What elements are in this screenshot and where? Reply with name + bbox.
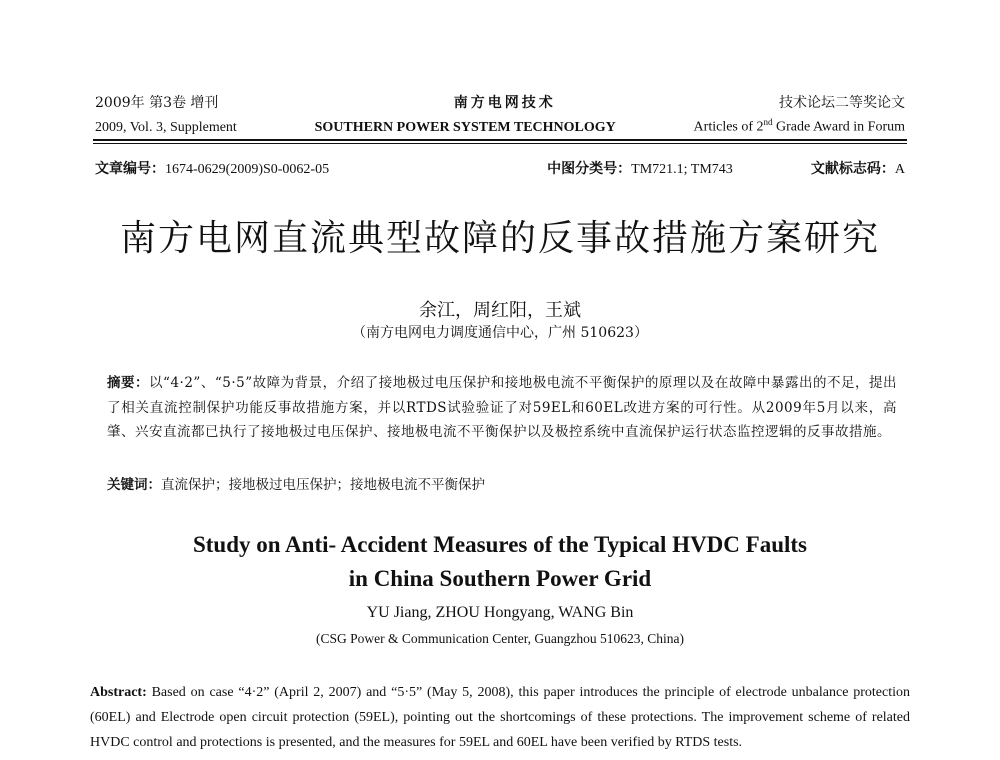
award-cn: 技术论坛二等奖论文 [779, 95, 905, 111]
abstract-cn [107, 371, 897, 445]
document-code: 文献标志码：A [810, 161, 905, 177]
abstract-text-cn: 以“4·2”、“5·5”故障为背景，介绍了接地极过电压保护和接地极电流不平衡保护的原理以及在故障中暴露出的不足，提出了相关直流控制保护功能反事故措施方案，并以RTDS试验验证了对59EL和60EL改进方案的可行性。从2009年5月以来，高肇、兴安直流都已执行了接地极过电压保护、接地极电流不平衡保护以及极控系统中直流保护运行状态监控逻辑的反事故措施。 [107, 375, 898, 440]
header-rule [93, 139, 907, 141]
affiliation-cn: （南方电网电力调度通信中心，广州 510623） [352, 325, 648, 341]
abstract-label-cn: 摘要： [107, 375, 150, 391]
abstract-label-en: Abstract: [90, 685, 147, 700]
keywords-label-cn: 关键词： [107, 477, 161, 493]
header-rule-thin [93, 143, 907, 144]
paper-title-en-line2: in China Southern Power Grid [348, 566, 652, 591]
article-meta [95, 158, 905, 178]
clc-number: 中图分类号：TM721.1; TM743 [547, 161, 733, 177]
abstract-en [90, 680, 910, 755]
authors-cn: 余江，周红阳，王斌 [419, 300, 581, 321]
journal-name-cn: 南方电网技术 [453, 95, 556, 111]
abstract-text-en: Based on case “4·2” (April 2, 2007) and “5·5” (May 5, 2008), this paper introduces the principle of electrode unbalance protection (60EL) and Electrode open circuit protection (59EL), pointing out the shortcomings of these protections. The improvement scheme of related HVDC control and protections is presented, and the measures for 59EL and 60EL have been verified by RTDS tests. [90, 685, 910, 750]
authors-en: YU Jiang, ZHOU Hongyang, WANG Bin [366, 604, 634, 621]
paper-title-cn: 南方电网直流典型故障的反事故措施方案研究 [119, 218, 880, 259]
journal-header-en [95, 117, 905, 136]
issue-cn: 2009年 第3卷 增刊 [95, 95, 219, 111]
paper-title-en [0, 528, 1000, 596]
paper-title-en-line1: Study on Anti- Accident Measures of the Typical HVDC Faults [192, 532, 807, 557]
keywords-text-cn: 直流保护；接地极过电压保护；接地极电流不平衡保护 [161, 477, 485, 493]
keywords-cn [107, 473, 897, 493]
article-number: 文章编号：1674-0629(2009)S0-0062-05 [95, 161, 330, 177]
award-en: Articles of 2nd Grade Award in Forum [693, 117, 905, 135]
journal-name-en: SOUTHERN POWER SYSTEM TECHNOLOGY [314, 119, 616, 135]
issue-en: 2009, Vol. 3, Supplement [95, 119, 237, 135]
journal-header-cn [95, 92, 905, 112]
affiliation-en: (CSG Power & Communication Center, Guangzhou 510623, China) [315, 631, 685, 646]
